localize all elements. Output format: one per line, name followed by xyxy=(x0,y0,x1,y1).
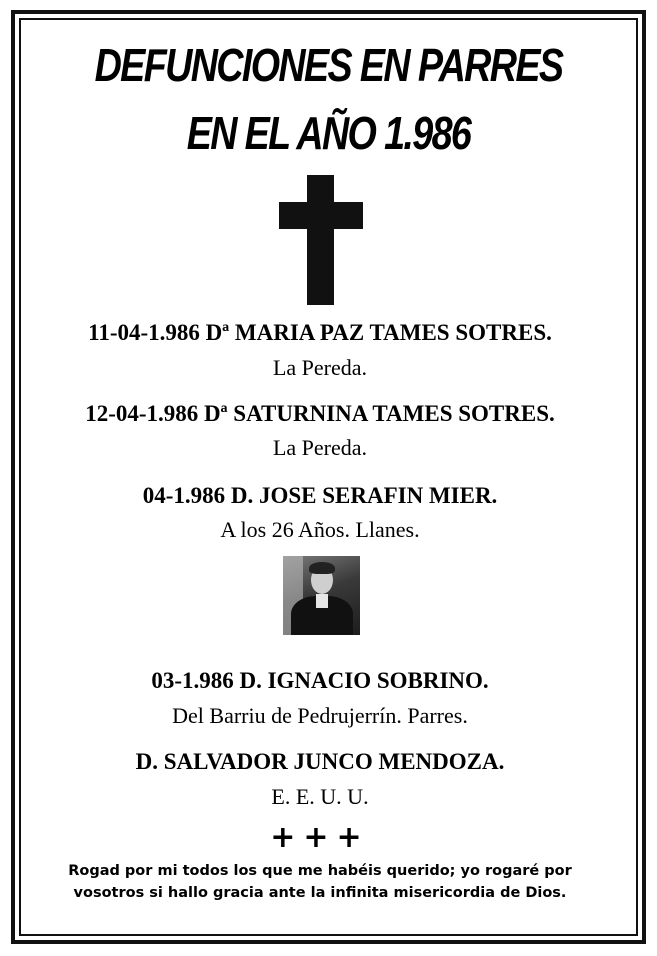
entry-1-place: La Pereda. xyxy=(272,355,368,380)
three-crosses: +++ xyxy=(270,820,370,855)
entry-5-place: E. E. U. U. xyxy=(271,784,369,809)
entry-5-name: D. SALVADOR JUNCO MENDOZA. xyxy=(135,749,505,774)
page-title-line-1: DEFUNCIONES EN PARRES xyxy=(94,39,563,91)
entry-1-name: 11-04-1.986 Dª MARIA PAZ TAMES SOTRES. xyxy=(88,320,552,345)
prayer-line-1: Rogad por mi todos los que me habéis querido; yo rogaré por xyxy=(68,863,572,879)
entry-3-name: 04-1.986 D. JOSE SERAFIN MIER. xyxy=(142,483,498,508)
entry-4-place: Del Barriu de Pedrujerrín. Parres. xyxy=(172,703,468,728)
prayer-line-2: vosotros si hallo gracia ante la infinita misericordia de Dios. xyxy=(73,885,567,901)
portrait-photo xyxy=(283,556,360,635)
entry-2-place: La Pereda. xyxy=(272,435,368,460)
entry-3-place: A los 26 Años. Llanes. xyxy=(220,517,420,542)
entry-2-name: 12-04-1.986 Dª SATURNINA TAMES SOTRES. xyxy=(85,401,555,426)
page-title-line-2: EN EL AÑO 1.986 xyxy=(186,107,471,159)
entry-4-name: 03-1.986 D. IGNACIO SOBRINO. xyxy=(151,668,489,693)
